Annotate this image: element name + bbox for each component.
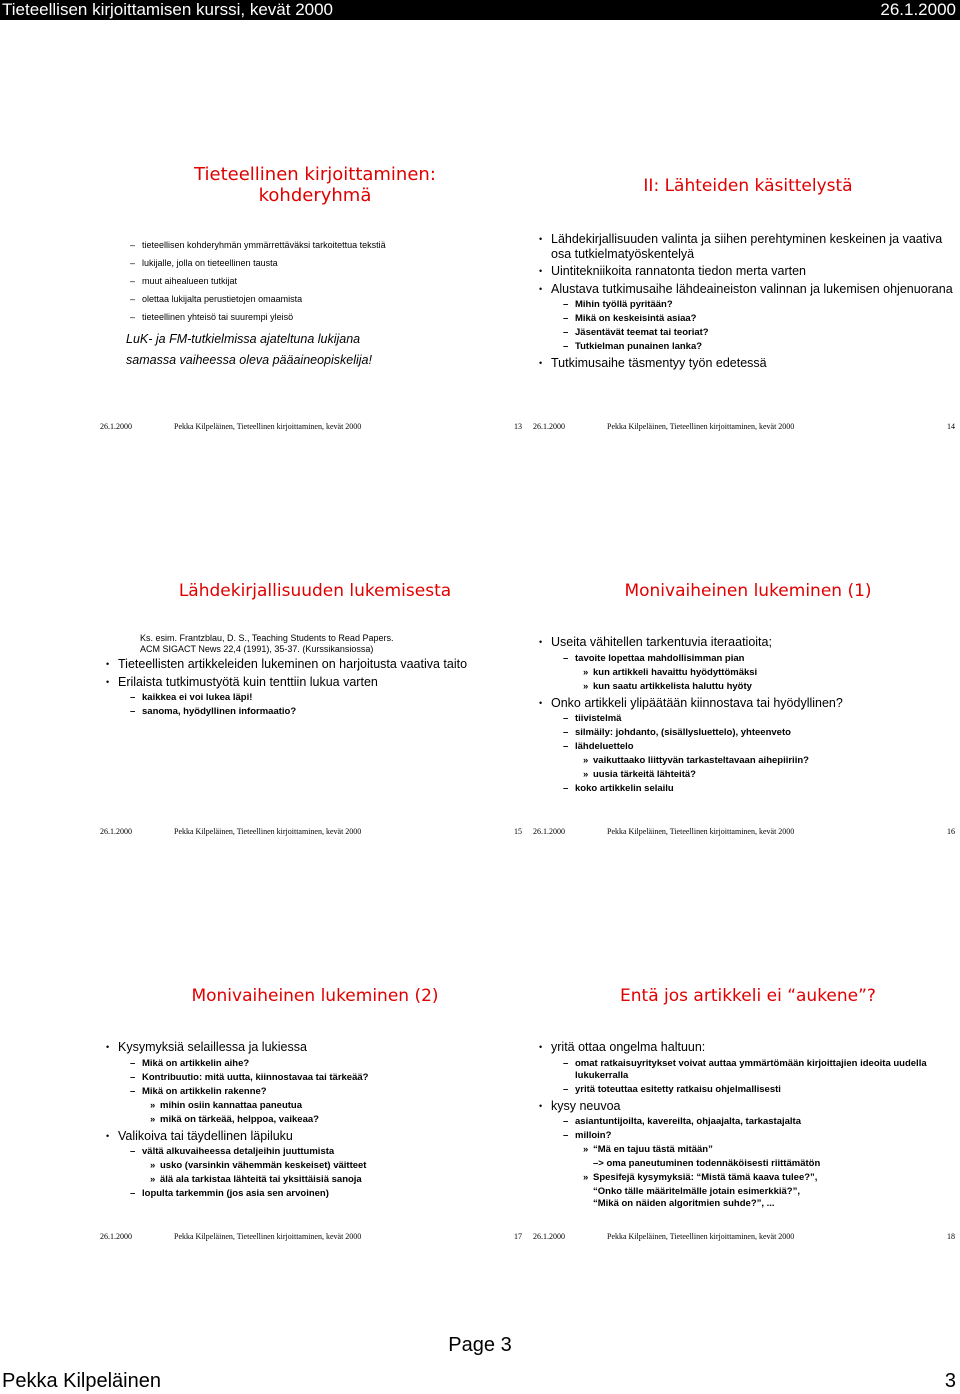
slide-number: 15 (514, 827, 522, 836)
footer-author: Pekka Kilpeläinen, Tieteellinen kirjoittaminen, kevät 2000 (174, 827, 362, 836)
bullet-item: • Kysymyksiä selaillessa ja lukiessa (100, 1040, 530, 1055)
bullet-item: • Valikoiva tai täydellinen läpiluku (100, 1129, 530, 1144)
sub-item: – sanoma, hyödyllinen informaatio? (100, 706, 530, 718)
title-line-2: kohderyhmä (258, 185, 372, 206)
sub-item: – tiivistelmä (533, 713, 960, 725)
sub-sub-item: » kun artikkeli havaittu hyödyttömäksi (533, 667, 960, 679)
sub-item: – lopulta tarkemmin (jos asia sen arvoinen) (100, 1188, 530, 1200)
slide-13 (100, 24, 530, 429)
bullet-item: • Lähdekirjallisuuden valinta ja siihen perehtyminen keskeinen ja vaativa osa tutkielmatyöskentelyä (533, 232, 960, 261)
slide-17 (100, 834, 530, 1239)
footer-author: Pekka Kilpeläinen, Tieteellinen kirjoittaminen, kevät 2000 (607, 1232, 795, 1241)
sub-sub-item-continuation: “Onko tälle määritelmälle jotain esimerkkiä?”, (593, 1186, 800, 1197)
reference-line: Ks. esim. Frantzblau, D. S., Teaching Students to Read Papers. (140, 633, 394, 643)
sub-sub-item-continuation: “Mikä on näiden algoritmien suhde?”, ... (593, 1198, 775, 1209)
bullet-item: • Erilaista tutkimustyötä kuin tenttiin lukua varten (100, 675, 530, 690)
sub-sub-item: » uusia tärkeitä lähteitä? (533, 769, 960, 781)
slide-body (100, 233, 530, 371)
list-item: – olettaa lukijalta perustietojen omaamista (100, 293, 530, 305)
sub-item: – asiantuntijoilta, kavereilta, ohjaajalta, tarkastajalta (533, 1116, 960, 1128)
sub-sub-item: » vaikuttaako liittyvän tarkasteltavaan aihepiiriin? (533, 755, 960, 767)
sub-item: – omat ratkaisuyritykset voivat auttaa ymmärtömään kirjoittajien ideoita uudella lukukerralla (533, 1058, 960, 1082)
sub-sub-item: » mihin osiin kannattaa paneutua (100, 1100, 530, 1112)
list-item: – muut aihealueen tutkijat (100, 275, 530, 287)
slide-title: Entä jos artikkeli ei “aukene”? (620, 986, 876, 1006)
sub-item: – tavoite lopettaa mahdollisimman pian (533, 653, 960, 665)
footer-author: Pekka Kilpeläinen, Tieteellinen kirjoittaminen, kevät 2000 (607, 827, 795, 836)
slide-number: 16 (947, 827, 955, 836)
sub-item: – kaikkea ei voi lukea läpi! (100, 692, 530, 704)
slide-title: Lähdekirjallisuuden lukemisesta (178, 581, 452, 601)
sub-item: – Jäsentävät teemat tai teoriat? (533, 327, 960, 339)
footer-date: 26.1.2000 (100, 827, 132, 836)
sub-item: – silmäily: johdanto, (sisällysluettelo), yhteenveto (533, 727, 960, 739)
sub-item: – Mihin työllä pyritään? (533, 299, 960, 311)
sub-item: – lähdeluettelo (533, 741, 960, 753)
title-line-1: Tieteellinen kirjoittaminen: (194, 164, 436, 185)
slide-number: 14 (947, 422, 955, 431)
header-title: Tieteellisen kirjoittamisen kurssi, kevät 2000 (2, 0, 334, 19)
italic-note-1: LuK- ja FM-tutkielmissa ajateltuna lukijana (126, 332, 361, 346)
sub-sub-item: » usko (varsinkin vähemmän keskeiset) väitteet (100, 1160, 530, 1172)
page-number: 3 (944, 1370, 956, 1392)
sub-item: – Kontribuutio: mitä uutta, kiinnostavaa tai tärkeää? (100, 1072, 530, 1084)
header-date: 26.1.2000 (880, 0, 956, 19)
footer-author: Pekka Kilpeläinen, Tieteellinen kirjoittaminen, kevät 2000 (174, 422, 362, 431)
slide-body (533, 1037, 960, 1210)
slide-footer (533, 1232, 960, 1246)
slide-body (100, 1037, 530, 1202)
footer-author: Pekka Kilpeläinen, Tieteellinen kirjoittaminen, kevät 2000 (174, 1232, 362, 1241)
slide-14 (533, 24, 960, 429)
sub-sub-item: » “Mä en tajuu tästä mitään” (533, 1144, 960, 1156)
list-item: – tieteellisen kohderyhmän ymmärrettäväksi tarkoitettua tekstiä (100, 239, 530, 251)
bullet-item: • Useita vähitellen tarkentuvia iteraatioita; (533, 635, 960, 650)
slide-title: Monivaiheinen lukeminen (2) (191, 986, 439, 1006)
footer-date: 26.1.2000 (533, 827, 565, 836)
bullet-item: • Tutkimusaihe täsmentyy työn edetessä (533, 356, 960, 371)
sub-sub-item-continuation: –> oma paneutuminen todennäköisesti riittämätön (593, 1158, 821, 1169)
sub-item: – koko artikkelin selailu (533, 783, 960, 795)
slide-footer (100, 1232, 530, 1246)
italic-note-2: samassa vaiheessa oleva pääaineopiskelija! (126, 353, 372, 367)
slide-title: II: Lähteiden käsittelystä (643, 176, 853, 196)
slide-15 (100, 429, 530, 834)
bullet-item: • kysy neuvoa (533, 1099, 960, 1114)
page-label: Page 3 (448, 1334, 512, 1356)
slide-title: Monivaiheinen lukeminen (1) (624, 581, 872, 601)
footer-date: 26.1.2000 (533, 422, 565, 431)
document-header (0, 0, 960, 20)
footer-author: Pekka Kilpeläinen, Tieteellinen kirjoittaminen, kevät 2000 (607, 422, 795, 431)
sub-item: – Mikä on artikkelin aihe? (100, 1058, 530, 1070)
bullet-item: • Tieteellisten artikkeleiden lukeminen on harjoitusta vaativa taito (100, 657, 530, 672)
footer-date: 26.1.2000 (100, 1232, 132, 1241)
slide-16 (533, 429, 960, 834)
slide-body (533, 632, 960, 797)
sub-sub-item: » älä ala tarkistaa lähteitä tai yksittäisiä sanoja (100, 1174, 530, 1186)
sub-item: – yritä toteuttaa esitetty ratkaisu ohjelmallisesti (533, 1084, 960, 1096)
reference-line: ACM SIGACT News 22,4 (1991), 35-37. (Kurssikansiossa) (140, 643, 374, 654)
list-item: – lukijalle, jolla on tieteellinen tausta (100, 257, 530, 269)
page-author: Pekka Kilpeläinen (2, 1370, 161, 1392)
sub-item: – Mikä on artikkelin rakenne? (100, 1086, 530, 1098)
sub-sub-item: » Spesifejä kysymyksiä: “Mistä tämä kaava tulee?”, (533, 1172, 960, 1184)
slide-18 (533, 834, 960, 1239)
slide-body (533, 229, 960, 374)
slide-number: 17 (514, 1232, 522, 1241)
footer-date: 26.1.2000 (533, 1232, 565, 1241)
bullet-item: • yritä ottaa ongelma haltuun: (533, 1040, 960, 1055)
bullet-item: • Uintitekniikoita rannatonta tiedon merta varten (533, 264, 960, 279)
sub-item: – Mikä on keskeisintä asiaa? (533, 313, 960, 325)
slide-body (100, 633, 530, 720)
footer-date: 26.1.2000 (100, 422, 132, 431)
sub-sub-item: » kun saatu artikkelista haluttu hyöty (533, 681, 960, 693)
bullet-item: • Onko artikkeli ylipäätään kiinnostava tai hyödyllinen? (533, 696, 960, 711)
sub-item: – Tutkielman punainen lanka? (533, 341, 960, 353)
bullet-item: • Alustava tutkimusaihe lähdeaineiston valinnan ja lukemisen ohjenuorana (533, 282, 960, 297)
slide-number: 18 (947, 1232, 955, 1241)
sub-item: – milloin? (533, 1130, 960, 1142)
sub-sub-item: » mikä on tärkeää, helppoa, vaikeaa? (100, 1114, 530, 1126)
list-item: – tieteellinen yhteisö tai suurempi yleisö (100, 311, 530, 323)
slide-title (100, 164, 530, 206)
slide-number: 13 (514, 422, 522, 431)
sub-item: – vältä alkuvaiheessa detaljeihin juuttumista (100, 1146, 530, 1158)
